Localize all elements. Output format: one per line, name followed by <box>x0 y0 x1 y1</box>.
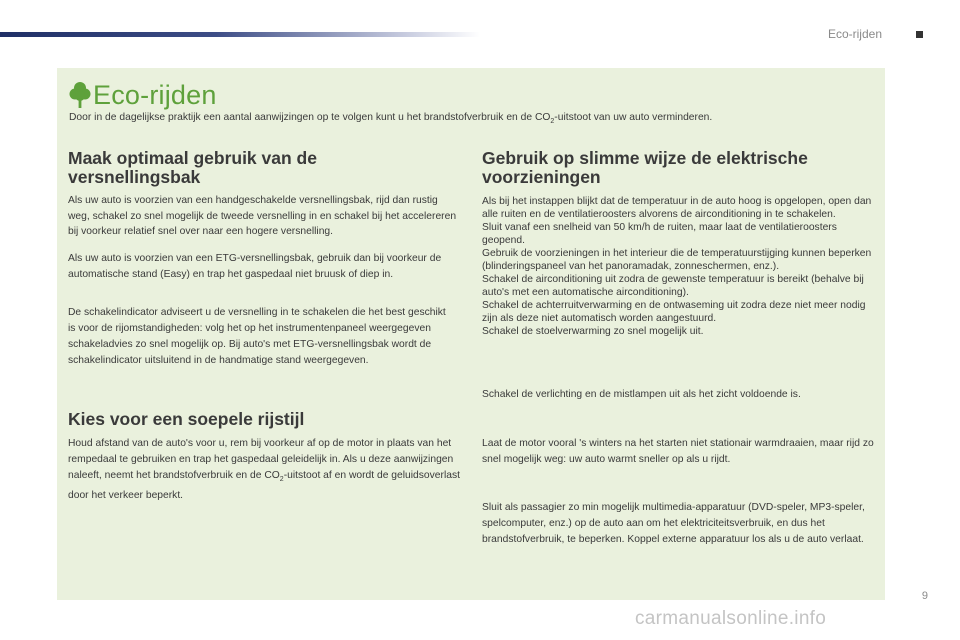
lights-tip-text: Schakel de verlichting en de mistlampen uit als het zicht voldoende is. <box>482 389 801 400</box>
electrical-tips-text <box>482 195 874 338</box>
tip-rear-heater: Schakel de achterruitverwarming en de ontwaseming uit zodra deze niet meer nodig zijn als deze niet automatisch worden aangestuurd. <box>482 300 866 324</box>
section-heading-gearbox: Maak optimaal gebruik van de versnellingsbak <box>68 148 317 187</box>
watermark: carmanualsonline.info <box>635 608 827 629</box>
header-accent-bar <box>0 32 480 37</box>
tip-airco-off: Schakel de airconditioning uit zodra de gewenste temperatuur is bereikt (behalve bij auto's met een automatische airconditioning). <box>482 274 864 298</box>
tree-icon <box>69 81 91 109</box>
intro-text: Door in de dagelijkse praktijk een aantal aanwijzingen op te volgen kunt u het brandstofverbruik en de $CO_2$-uitstoot van uw auto verminderen. <box>69 112 713 126</box>
header-section-title: Eco-rijden <box>827 27 882 41</box>
page-title: Eco-rijden <box>93 79 217 110</box>
idle-warmup-tip-text: Laat de motor vooral 's winters na het starten niet stationair warmdraaien, maar rijd zo snel mogelijk weg: uw auto warmt sneller op als u rijdt. <box>482 438 874 465</box>
tip-close-windows: Sluit vanaf een snelheid van 50 km/h de ruiten, maar laat de ventilatieroosters geopend. <box>482 222 837 246</box>
section-heading-driving-style: Kies voor een soepele rijstijl <box>68 409 305 429</box>
tip-seat-heating: Schakel de stoelverwarming zo snel mogelijk uit. <box>482 326 704 337</box>
gearbox-etg-text: Als uw auto is voorzien van een ETG-versnellingsbak, gebruik dan bij voorkeur de automatische stand (Easy) en trap het gaspedaal niet bruusk of diep in. <box>68 253 442 280</box>
tip-interior-shading: Gebruik de voorzieningen in het interieur die de temperatuurstijging kunnen beperken (blinderingspaneel van het panoramadak, zonneschermen, enz.). <box>482 248 872 272</box>
section-heading-electrical: Gebruik op slimme wijze de elektrische voorzieningen <box>482 148 808 187</box>
driving-style-text: Houd afstand van de auto's voor u, rem bij voorkeur af op de motor in plaats van het rempedaal te gebruiken en trap het gaspedaal geleidelijk in. Als u deze aanwijzingen naleeft, neemt het brandstofverbruik en de $CO_2$-uitstoot af en wordt de geluidsoverlast door het verkeer beperkt. <box>68 438 460 502</box>
title-row <box>69 80 217 110</box>
content-panel <box>57 68 885 600</box>
gearbox-manual-text: Als uw auto is voorzien van een handgeschakelde versnellingsbak, rijd dan rustig weg, schakel zo snel mogelijk de tweede versnelling in en schakel bij het accelereren bij voorkeur relatief snel over naar een hogere versnelling. <box>68 195 457 237</box>
shift-indicator-text: De schakelindicator adviseert u de versnelling in te schakelen die het best geschikt is voor de rijomstandigheden: volg het op het instrumentenpaneel weergegeven schakeladvies zo snel mogelijk op. Bij auto's met ETG-versnellingsbak wordt de schakelindicator uitsluitend in de handmatige stand weergegeven. <box>68 307 446 366</box>
header-square-marker <box>916 31 923 38</box>
page-number: 9 <box>921 590 928 602</box>
tip-ventilate: Als bij het instappen blijkt dat de temperatuur in de auto hoog is opgelopen, open dan alle ruiten en de ventilatieroosters alvorens de airconditioning in te schakelen. <box>482 196 872 220</box>
multimedia-tip-text: Sluit als passagier zo min mogelijk multimedia-apparatuur (DVD-speler, MP3-speler, spelcomputer, enz.) op de auto aan om het elektriciteitsverbruik, en dus het brandstofverbruik, te beperken. Koppel externe apparatuur los als u de auto verlaat. <box>482 502 865 545</box>
